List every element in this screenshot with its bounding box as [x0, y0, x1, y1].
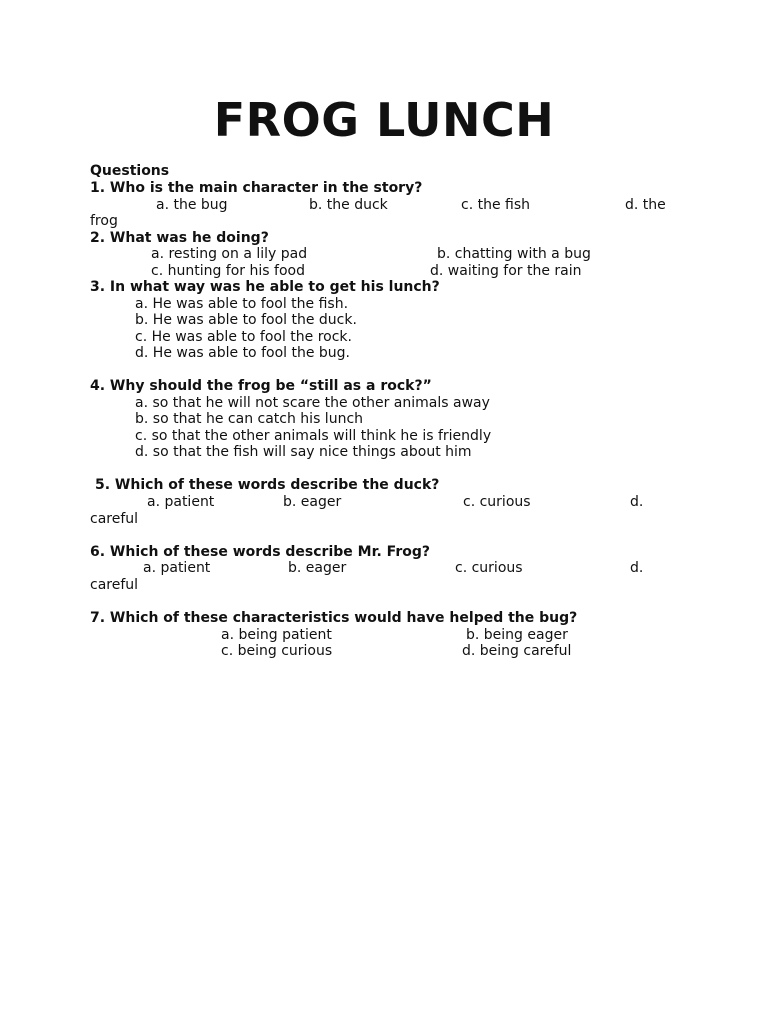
question-7-option-c: c. being curious: [221, 643, 333, 659]
question-4-option-c: c. so that the other animals will think he is friendly: [135, 428, 492, 444]
question-3-option-c: c. He was able to fool the rock.: [135, 329, 352, 345]
question-5-option-a: a. patient: [147, 494, 215, 510]
question-3-prompt: 3. In what way was he able to get his lunch?: [90, 279, 440, 295]
question-5-option-d: d.: [630, 494, 644, 510]
question-3-option-d: d. He was able to fool the bug.: [135, 345, 350, 361]
question-4-prompt: 4. Why should the frog be “still as a rock?”: [90, 378, 432, 394]
question-2-option-a: a. resting on a lily pad: [151, 246, 308, 262]
question-1-option-c: c. the fish: [461, 197, 531, 213]
question-2-prompt: 2. What was he doing?: [90, 230, 269, 246]
question-5-prompt: 5. Which of these words describe the duck?: [95, 477, 440, 493]
question-6-option-d-wrap: careful: [90, 577, 139, 593]
question-4-option-a: a. so that he will not scare the other animals away: [135, 395, 490, 411]
question-7-option-b: b. being eager: [466, 627, 568, 643]
question-1-option-d: d. the: [625, 197, 666, 213]
question-4-option-b: b. so that he can catch his lunch: [135, 411, 364, 427]
question-2-option-c: c. hunting for his food: [151, 263, 305, 279]
question-6-option-d: d.: [630, 560, 644, 576]
question-7-prompt: 7. Which of these characteristics would have helped the bug?: [90, 610, 578, 626]
question-1-option-b: b. the duck: [309, 197, 388, 213]
question-6-prompt: 6. Which of these words describe Mr. Frog?: [90, 544, 431, 560]
question-1-prompt: 1. Who is the main character in the story?: [90, 180, 423, 196]
question-3-option-b: b. He was able to fool the duck.: [135, 312, 357, 328]
question-6-option-b: b. eager: [288, 560, 347, 576]
question-7-option-d: d. being careful: [462, 643, 572, 659]
questions-heading: Questions: [90, 163, 170, 179]
question-1-option-d-wrap: frog: [90, 213, 118, 229]
question-4-option-d: d. so that the fish will say nice things about him: [135, 444, 472, 460]
question-5-option-b: b. eager: [283, 494, 342, 510]
question-2-option-b: b. chatting with a bug: [437, 246, 591, 262]
question-2-option-d: d. waiting for the rain: [430, 263, 582, 279]
page-title: FROG LUNCH: [213, 93, 555, 147]
question-6-option-a: a. patient: [143, 560, 211, 576]
question-6-option-c: c. curious: [455, 560, 523, 576]
question-5-option-c: c. curious: [463, 494, 531, 510]
question-5-option-d-wrap: careful: [90, 511, 139, 527]
question-3-option-a: a. He was able to fool the fish.: [135, 296, 349, 312]
question-7-option-a: a. being patient: [221, 627, 332, 643]
question-1-option-a: a. the bug: [156, 197, 228, 213]
